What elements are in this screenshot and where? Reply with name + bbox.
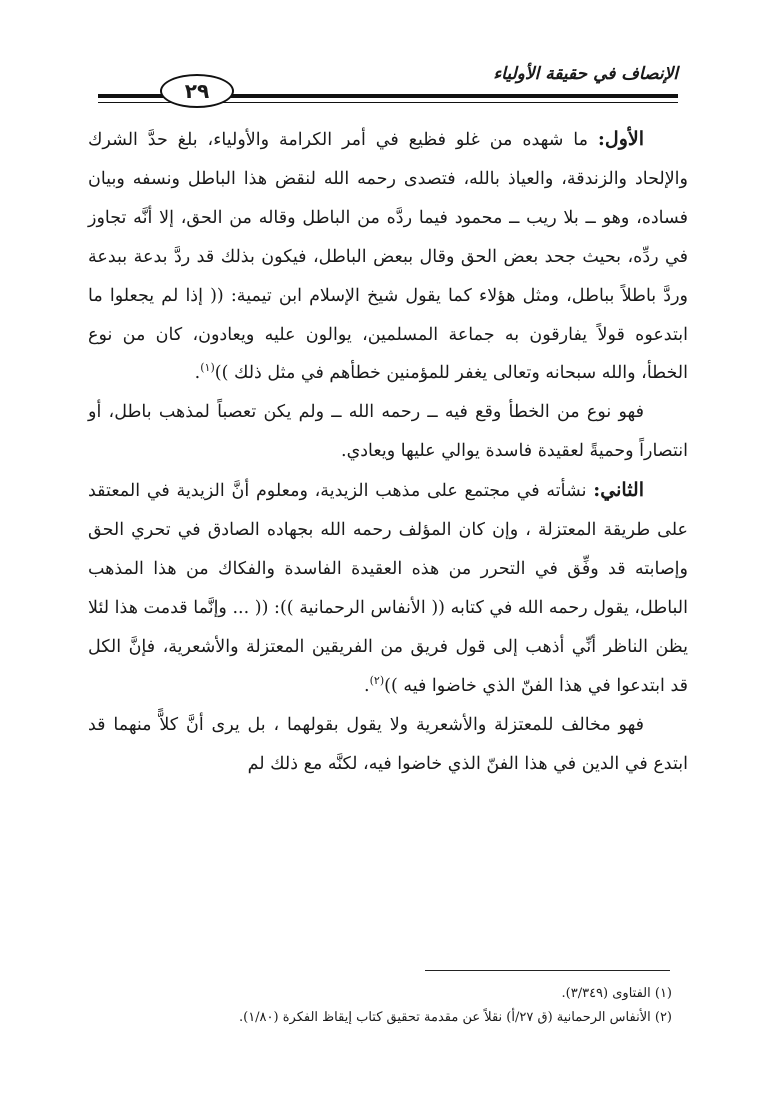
paragraph-first-reason xyxy=(88,120,688,393)
paragraph-text: فهو مخالف للمعتزلة والأشعرية ولا يقول بقولهما ، بل يرى أنَّ كلاًّ منهما قد ابتدع في الدين في هذا الفنّ الذي خاضوا فيه، لكنَّه مع ذلك لم xyxy=(88,714,688,774)
paragraph-text: ما شهده من غلو فظيع في أمر الكرامة والأولياء، بلغ حدَّ الشرك والإلحاد والزندقة، والعياذ بالله، فتصدى رحمه الله لنقض هذا الباطل ونسفه وبيان فساده، وهو ــ بلا ريب ــ محمود فيما ردَّه من الباطل وقاله من الحق، إلا أنَّه تجاوز في ردِّه، بحيث جحد بعض الحق وقال ببعض الباطل، فيكون بذلك قد ردَّ بدعة ببدعة وردَّ باطلاً بباطل، ومثل هؤلاء كما يقول شيخ الإسلام ابن تيمية: (( إذا لم يجعلوا ما ابتدعوه قولاً يفارقون به جماعة المسلمين، يوالون عليه ويعادون، كان من نوع الخطأ، والله سبحانه وتعالى يغفر للمؤمنين خطأهم في مثل ذلك )) xyxy=(88,130,688,384)
footnote-2: (٢) الأنفاس الرحمانية (ق ٢٧/أ) نقلاً عن مقدمة تحقيق كتاب إيقاظ الفكرة (١/٨٠). xyxy=(238,1010,672,1025)
paragraph-comment xyxy=(88,393,688,471)
page-number-badge xyxy=(160,74,234,108)
running-title: الإنصاف في حقيقة الأولياء xyxy=(493,64,678,84)
main-text xyxy=(88,120,688,783)
footnote-ref: (١) xyxy=(200,361,215,375)
paragraph-conclusion xyxy=(88,706,688,784)
paragraph-lead: الأول: xyxy=(597,128,644,150)
paragraph-tail: . xyxy=(364,675,370,696)
paragraph-tail: . xyxy=(194,363,201,384)
footnote-ref: (٢) xyxy=(369,673,385,687)
page-header xyxy=(98,58,678,108)
footnote-separator xyxy=(425,970,670,971)
paragraph-text: نشأته في مجتمع على مذهب الزيدية، ومعلوم أنَّ الزيدية في المعتقد على طريقة المعتزلة ، وإن كان المؤلف رحمه الله بجهاده الصادق في تحري الحق وإصابته قد وفِّق في التحرر من هذه العقيدة الفاسدة والفكاك من هذا المذهب الباطل، يقول رحمه الله في كتابه (( الأنفاس الرحمانية )): (( ... وإنَّما قدمت هذا لئلا يظن الناظر أنِّي أذهب إلى قول فريق من الفريقين المعتزلة والأشعرية، فإنَّ الكل قد ابتدعوا في هذا الفنّ الذي خاضوا فيه )) xyxy=(88,481,688,696)
footnote-1: (١) الفتاوى (٣/٣٤٩). xyxy=(561,986,672,1001)
paragraph-second-reason xyxy=(88,471,688,705)
page-number: ٢٩ xyxy=(184,79,210,103)
paragraph-lead: الثاني: xyxy=(593,479,644,502)
footnotes xyxy=(88,982,672,1030)
paragraph-text: فهو نوع من الخطأ وقع فيه ــ رحمه الله ــ ولم يكن تعصباً لمذهب باطل، أو انتصاراً وحميةً لعقيدة فاسدة يوالي عليها ويعادي. xyxy=(88,402,688,462)
